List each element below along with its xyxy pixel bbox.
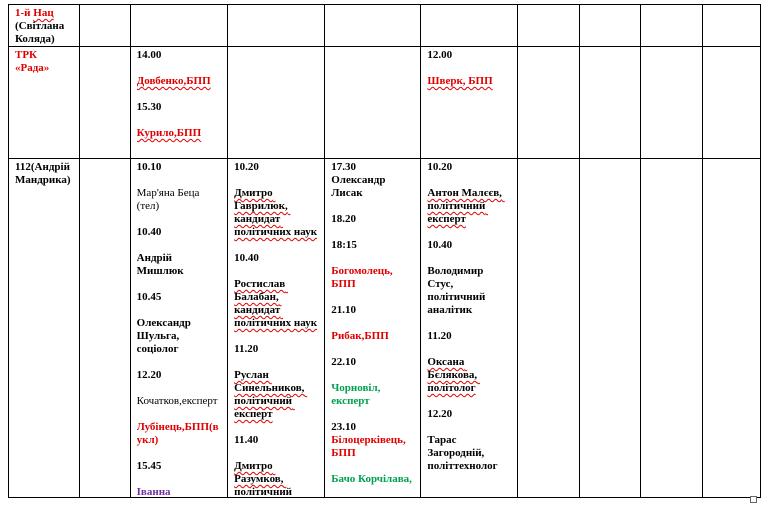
schedule-entry — [427, 330, 510, 343]
schedule-cell — [228, 5, 325, 47]
entry-text: Рибак,БПП — [331, 330, 389, 342]
schedule-cell — [517, 47, 579, 159]
entry-text: Руслан Синельников, політичний експерт — [234, 369, 308, 420]
entry-text: 11.40 — [234, 434, 259, 446]
schedule-cell — [517, 5, 579, 47]
schedule-cell — [703, 47, 761, 159]
channel-name-text: 1-й — [15, 7, 34, 19]
schedule-entry — [427, 239, 510, 252]
channel-name-text: ТРК «Рада» — [15, 49, 50, 74]
schedule-entry — [234, 434, 318, 447]
schedule-entry — [331, 356, 414, 369]
entry-text: 15.30 — [136, 101, 162, 113]
schedule-entry — [137, 421, 221, 447]
page-corner-marker — [750, 496, 757, 503]
schedule-table — [8, 4, 761, 498]
schedule-entry — [234, 343, 318, 356]
entry-text: 18:15 — [331, 239, 357, 251]
schedule-entry — [331, 213, 414, 226]
entry-text — [331, 421, 408, 459]
schedule-entry — [137, 49, 221, 62]
entry-text: 10.40 — [136, 226, 162, 238]
schedule-entry — [137, 486, 221, 497]
schedule-entry — [331, 304, 414, 317]
entry-text: 15.45 — [136, 460, 162, 472]
entry-text: 10.40 — [234, 252, 259, 264]
schedule-entry — [427, 49, 510, 62]
entry-text: Ростислав Балабан, кандидат політичних наук — [234, 278, 318, 329]
entry-text: 10.20 — [234, 161, 259, 173]
schedule-cell — [325, 47, 421, 159]
schedule-cell — [228, 47, 325, 159]
entry-text: 12.20 — [427, 408, 453, 420]
entry-text: 10.40 — [427, 239, 453, 251]
schedule-entry — [331, 239, 414, 252]
entry-text: 10.10 — [136, 161, 162, 173]
entry-time: 23.10 — [331, 421, 356, 433]
schedule-entry — [427, 75, 510, 88]
schedule-cell — [130, 47, 227, 159]
schedule-entry — [137, 226, 221, 239]
entry-text: 11.20 — [427, 330, 452, 342]
entry-text: Дмитро Разумков, політичний — [234, 460, 293, 497]
schedule-cell — [579, 5, 641, 47]
schedule-entry — [331, 330, 414, 343]
schedule-entry — [137, 317, 221, 356]
schedule-cell — [421, 47, 517, 159]
entry-text: 22.10 — [331, 356, 356, 368]
schedule-entry — [137, 460, 221, 473]
entry-text: Шверк, БПП — [427, 75, 493, 87]
schedule-entry — [331, 421, 414, 460]
schedule-entry — [137, 187, 221, 213]
entry-text: 10.45 — [136, 291, 162, 303]
channel-cell — [9, 47, 80, 159]
schedule-entry — [137, 395, 221, 408]
schedule-entry — [427, 187, 510, 226]
entry-text: Олександр Шульга, соціолог — [136, 317, 194, 355]
schedule-cell — [641, 159, 703, 498]
entry-text: 14.00 — [136, 49, 162, 61]
schedule-cell — [579, 159, 641, 498]
entry-text: Курило,БПП — [136, 127, 202, 139]
schedule-entry — [234, 278, 318, 330]
schedule-row — [9, 5, 761, 47]
schedule-entry — [427, 434, 510, 473]
schedule-entry — [234, 252, 318, 265]
schedule-entry — [137, 369, 221, 382]
schedule-cell — [130, 5, 227, 47]
channel-name-text: Нац — [33, 7, 54, 19]
entry-text: Довбенко,БПП — [136, 75, 211, 87]
schedule-row — [9, 47, 761, 159]
channel-cell — [9, 159, 80, 498]
schedule-entry — [137, 252, 221, 278]
schedule-cell — [421, 159, 517, 498]
entry-text: 21.10 — [331, 304, 356, 316]
schedule-cell — [579, 47, 641, 159]
schedule-cell — [641, 5, 703, 47]
schedule-cell — [703, 159, 761, 498]
schedule-cell — [79, 5, 130, 47]
schedule-row — [9, 159, 761, 498]
schedule-cell — [421, 5, 517, 47]
entry-text: 12.00 — [427, 49, 453, 61]
schedule-entry — [331, 265, 414, 291]
schedule-entry — [234, 187, 318, 239]
entry-text: Богомолець, БПП — [331, 265, 396, 290]
entry-text: 17.30 Олександр Лисак — [331, 161, 386, 199]
schedule-entry — [137, 101, 221, 114]
schedule-entry — [234, 161, 318, 174]
schedule-cell — [703, 5, 761, 47]
schedule-entry — [137, 75, 221, 88]
schedule-entry — [137, 161, 221, 174]
schedule-cell — [228, 159, 325, 498]
entry-text: Лубінець,БПП(в укл) — [136, 421, 222, 446]
schedule-cell — [79, 159, 130, 498]
entry-text: 10.20 — [427, 161, 453, 173]
schedule-cell — [325, 5, 421, 47]
schedule-entry — [137, 127, 221, 140]
schedule-cell — [130, 159, 227, 498]
entry-text: Антон Малєєв, політичний експерт — [427, 187, 505, 225]
entry-text: Дмитро Гаврилюк, кандидат політичних наук — [234, 187, 318, 238]
entry-text: Чорновіл, експерт — [331, 382, 384, 407]
schedule-cell — [517, 159, 579, 498]
entry-text: Оксана Бєлякова, політолог — [427, 356, 480, 394]
schedule-entry — [234, 460, 318, 497]
schedule-entry — [331, 473, 414, 486]
channel-name-text: 112(Андрій Мандрика) — [15, 161, 71, 186]
schedule-cell — [325, 159, 421, 498]
entry-text: Іванна — [136, 486, 171, 497]
schedule-entry — [427, 356, 510, 395]
schedule-entry — [331, 161, 414, 200]
entry-text: Тарас Загородній, політтехнолог — [427, 434, 498, 472]
schedule-entry — [427, 161, 510, 174]
schedule-entry — [234, 369, 318, 421]
entry-text: Володимир Стус, політичний аналітик — [427, 265, 489, 316]
schedule-entry — [137, 291, 221, 304]
entry-text: 12.20 — [136, 369, 162, 381]
entry-text: Бачо Корчілава, — [331, 473, 412, 485]
entry-text: Мар'яна Беца (тел) — [136, 187, 203, 212]
entry-text: Андрій Мишлюк — [136, 252, 184, 277]
entry-text: 18.20 — [331, 213, 356, 225]
entry-guest: Білоцерківець, БПП — [331, 434, 409, 459]
channel-name-text: (Світлана Коляда) — [15, 20, 65, 45]
schedule-entry — [331, 382, 414, 408]
schedule-entry — [427, 265, 510, 317]
schedule-cell — [79, 47, 130, 159]
schedule-entry — [427, 408, 510, 421]
channel-cell — [9, 5, 80, 47]
entry-text: 11.20 — [234, 343, 259, 355]
entry-text: Кочатков,експерт — [136, 395, 218, 407]
schedule-cell — [641, 47, 703, 159]
